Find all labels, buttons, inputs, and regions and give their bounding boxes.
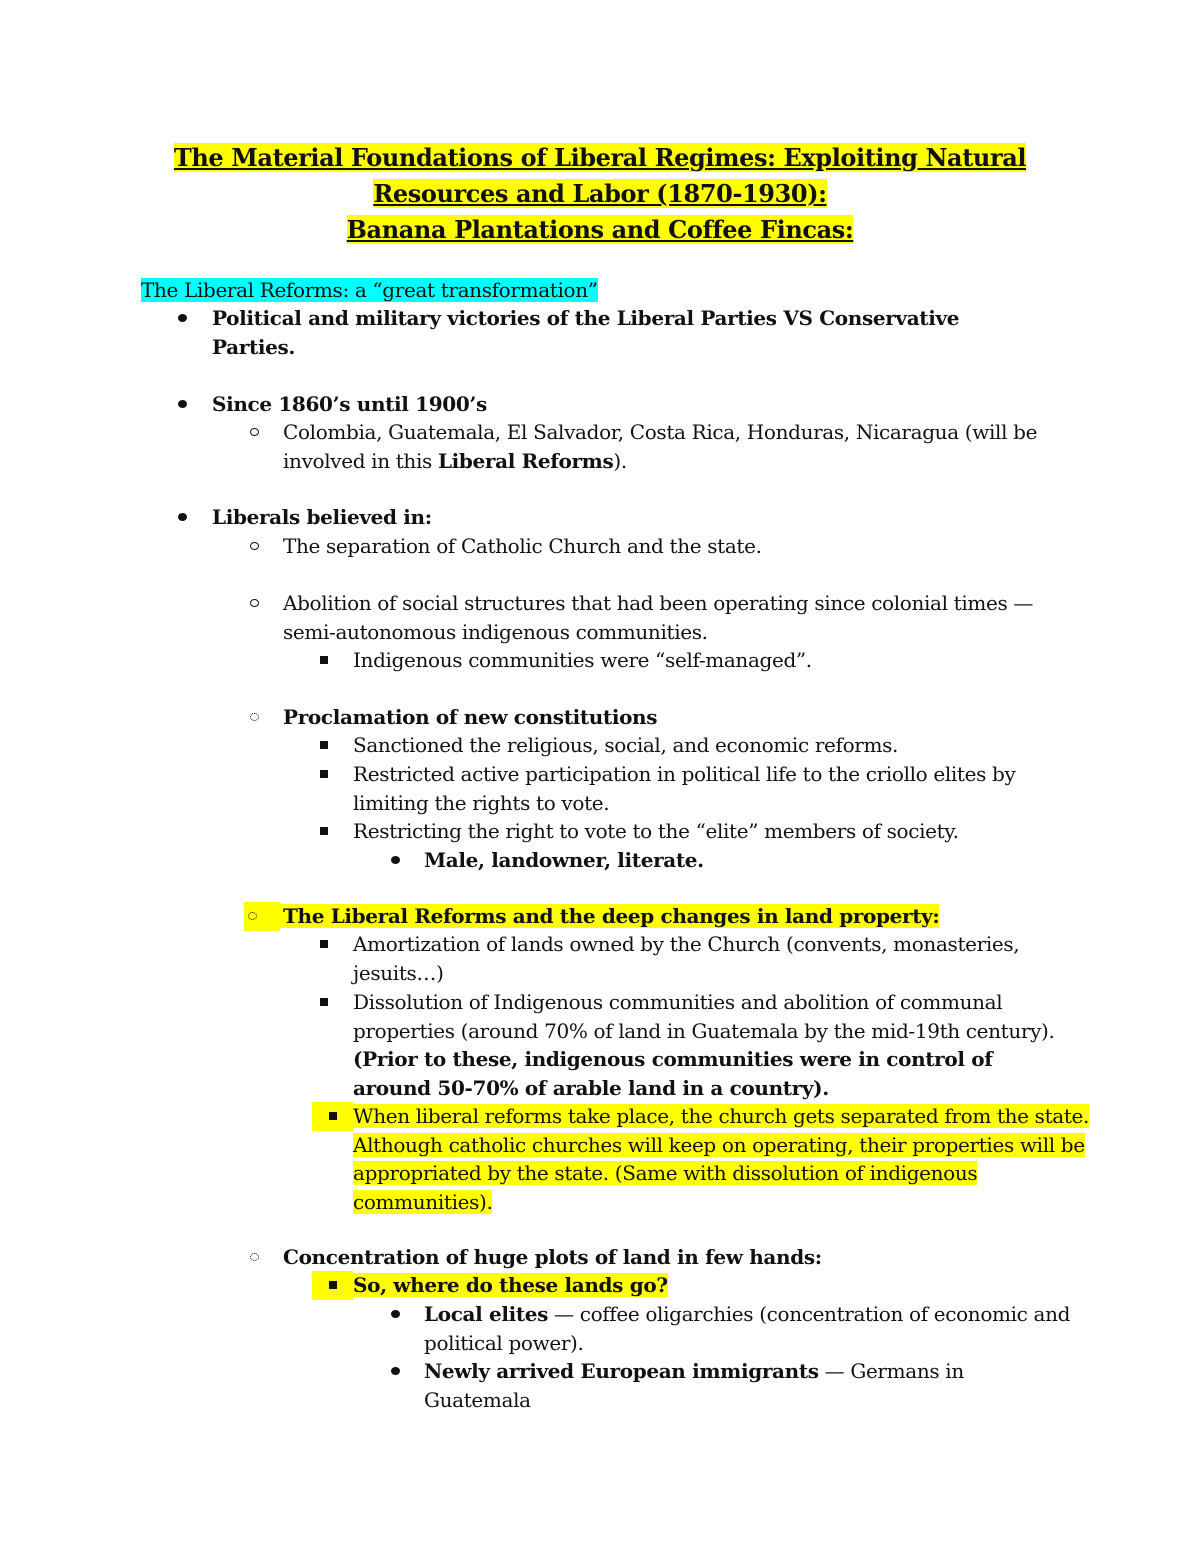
list-item-where: So, where do these lands go? [353,1273,668,1297]
bullet-square-icon [314,988,334,1017]
section-heading: The Liberal Reforms: a “great transformation” [141,278,598,302]
bullet-ring-icon [244,418,264,447]
bullet-square-icon [314,817,334,846]
list-item-newly-arrived: Newly arrived European immigrants — Germans in Guatemala [424,1359,964,1412]
bullet-dot-icon [172,390,192,419]
bullet-square-icon [314,930,334,959]
bullet-dotted-ring-icon [244,703,264,732]
document-title-line-2: Resources and Labor (1870-1930): [373,179,827,208]
bullet-ring-icon [244,532,264,561]
bullet-square-icon [314,731,334,760]
bullet-dot-icon [385,846,405,875]
bullet-dotted-ring-icon [244,1243,264,1272]
list-item-dissolution: Dissolution of Indigenous communities and abolition of communal properties (around 70% of land in Guatemala by the mid-19th century). (Prior to these, indigenous communities were in control of around 50-70% of arable land in a country). [353,990,1055,1100]
list-item-deep-changes: The Liberal Reforms and the deep changes in land property: [280,902,939,931]
bullet-ring-icon [244,589,264,618]
list-item-restricting: Restricting the right to vote to the “elite” members of society. [353,819,959,843]
list-item-sanctioned: Sanctioned the religious, social, and economic reforms. [353,733,899,757]
bullet-dot-icon [385,1300,405,1329]
bullet-square-icon [314,760,334,789]
list-item-liberals: Liberals believed in: [212,505,432,529]
list-item-abolition: Abolition of social structures that had been operating since colonial times — semi-autonomous indigenous communities. [283,591,1034,644]
list-item-self-managed: Indigenous communities were “self-managed”. [353,648,812,672]
document-title-line-1: The Material Foundations of Liberal Regimes: Exploiting Natural [173,143,1027,172]
document-subtitle: Banana Plantations and Coffee Fincas: [346,215,854,244]
list-item-amortization: Amortization of lands owned by the Church (convents, monasteries, jesuits…) [353,932,1020,985]
list-item-restricted: Restricted active participation in political life to the criollo elites by limiting the rights to vote. [353,762,1016,815]
list-item-separation: The separation of Catholic Church and the state. [283,534,762,558]
list-item-countries: Colombia, Guatemala, El Salvador, Costa Rica, Honduras, Nicaragua (will be involved in this Liberal Reforms). [283,420,1038,473]
bullet-square-icon [314,646,334,675]
bullet-dot-icon [172,503,192,532]
list-item-when-liberal-reforms: When liberal reforms take place, the church gets separated from the state. Although catholic churches will keep on operating, their properties will be appropriated by the state. (Same with dissolution of indigenous communities). [353,1104,1090,1214]
bullet-dot-icon [385,1357,405,1386]
list-item-local-elites: Local elites — coffee oligarchies (concentration of economic and political power). [424,1302,1071,1355]
list-item-proclamation: Proclamation of new constitutions [283,705,658,729]
bullet-dot-icon [172,304,192,333]
list-item-concentration: Concentration of huge plots of land in few hands: [283,1245,822,1269]
list-item-male: Male, landowner, literate. [424,848,704,872]
bullet-dotted-ring-icon [244,902,280,931]
list-item-political: Political and military victories of the Liberal Parties VS Conservative Parties. [212,306,960,359]
bullet-square-icon [312,1102,353,1131]
bullet-square-icon [312,1271,353,1300]
list-item-since: Since 1860’s until 1900’s [212,392,487,416]
